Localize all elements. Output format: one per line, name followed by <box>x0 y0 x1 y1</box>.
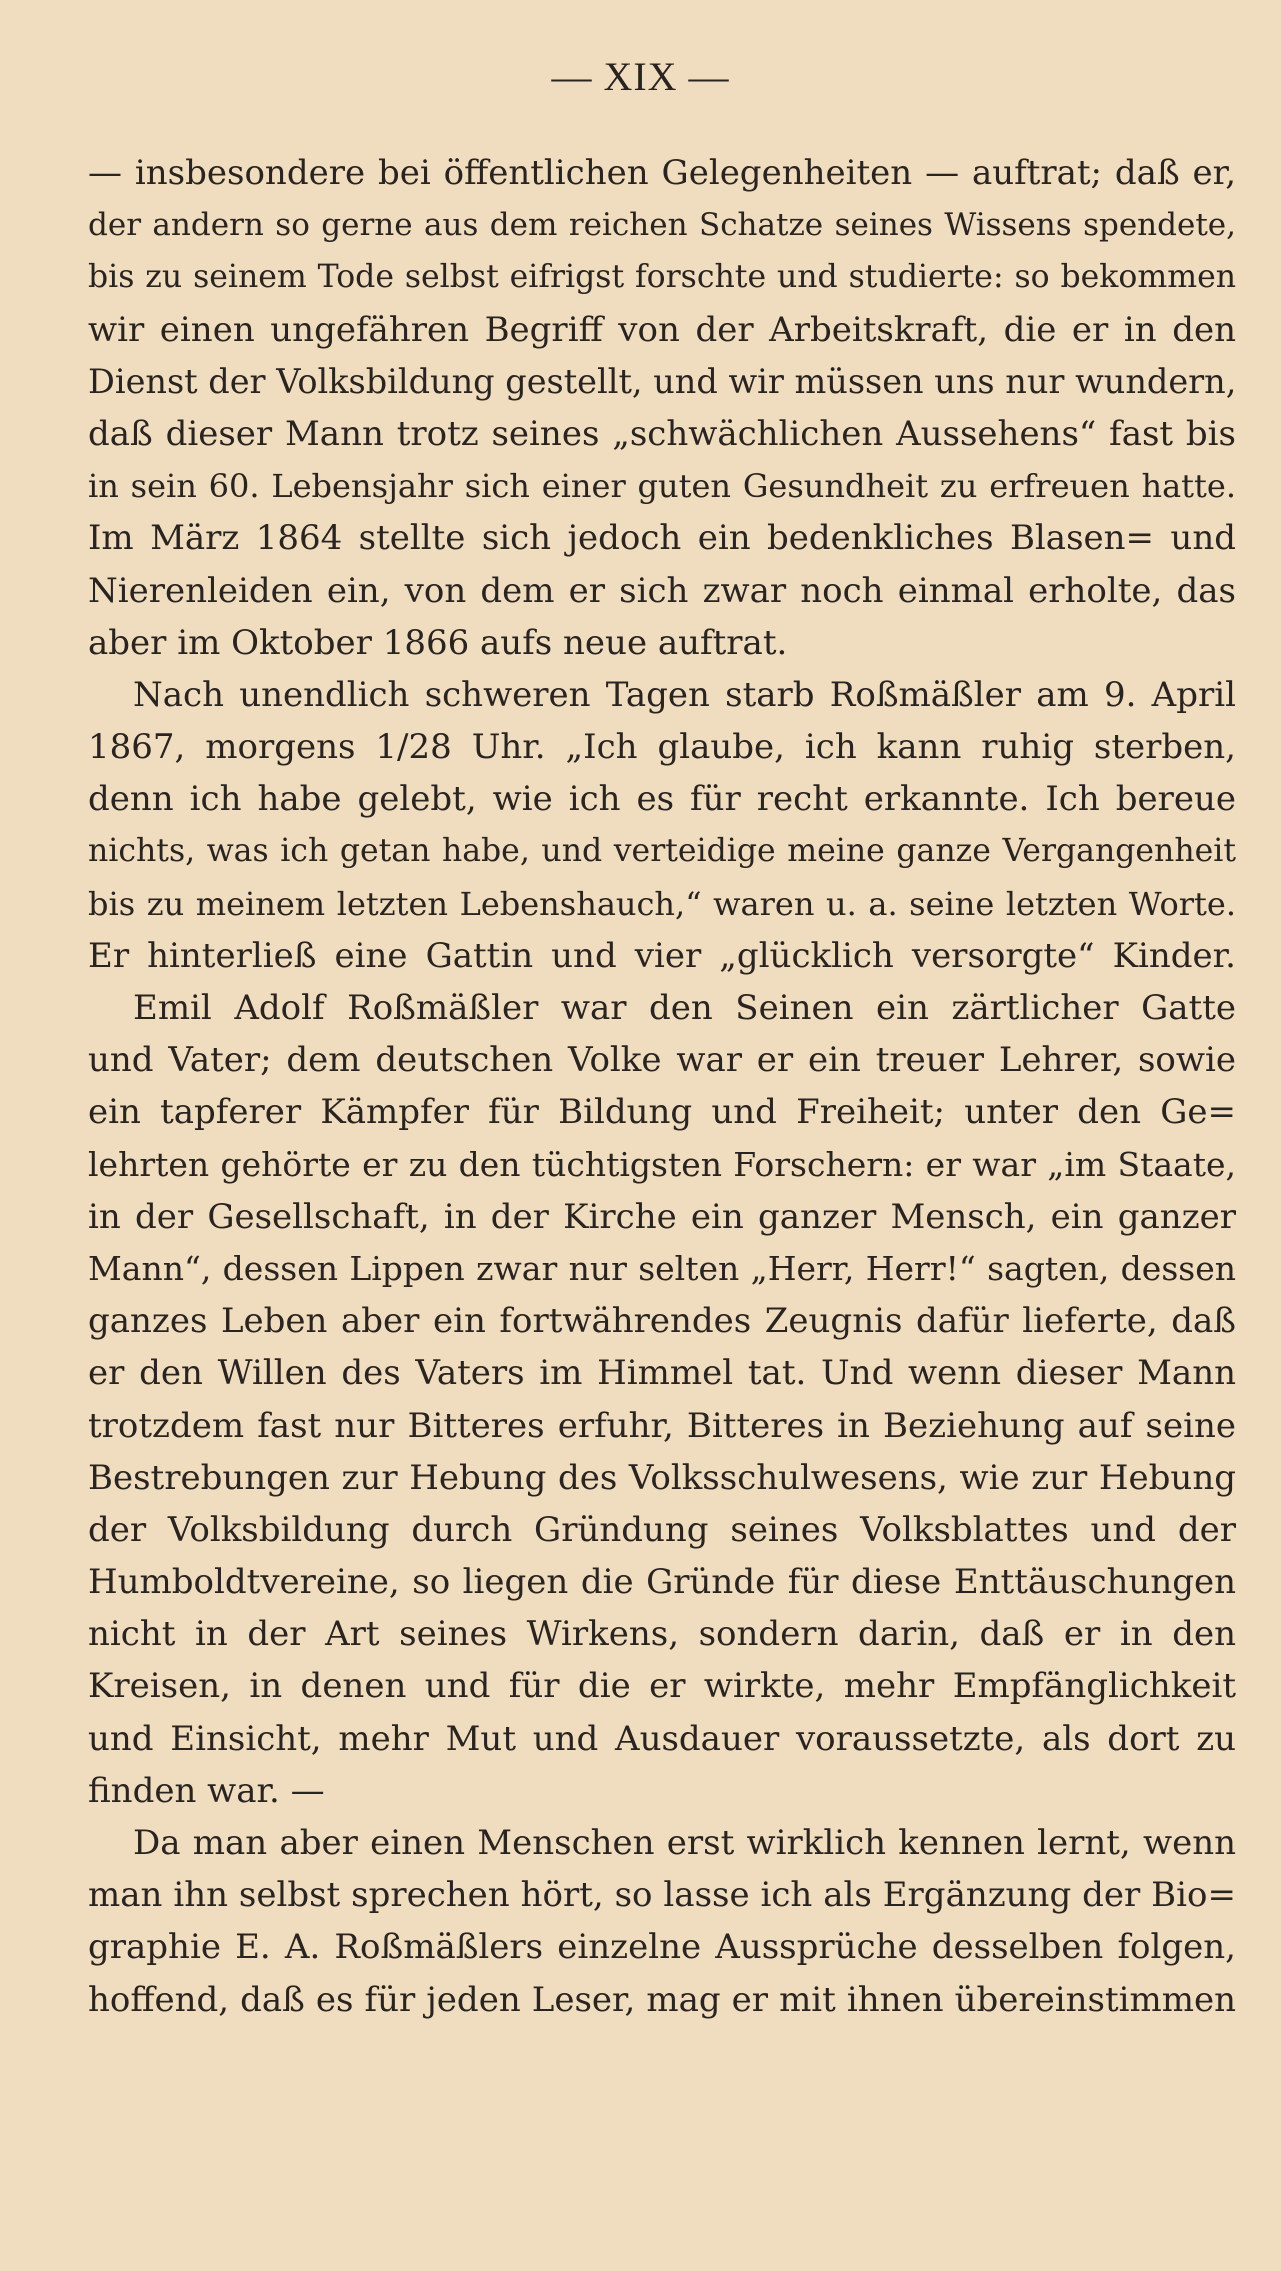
text-line: lehrten gehörte er zu den tüchtigsten Forschern: er war „im Staate, <box>88 1144 1236 1184</box>
text-line: und Vater; dem deutschen Volke war er ein treuer Lehrer, sowie <box>88 1040 1236 1081</box>
text-line: Nach unendlich schweren Tagen starb Roßmäßler am 9. April <box>133 674 1236 715</box>
text-line: ganzes Leben aber ein fortwährendes Zeugnis dafür lieferte, daß <box>88 1301 1236 1342</box>
text-line: daß dieser Mann trotz seines „schwächlichen Aussehens“ fast bis <box>88 413 1236 454</box>
text-line: nicht in der Art seines Wirkens, sondern darin, daß er in den <box>88 1614 1236 1655</box>
text-line: Dienst der Volksbildung gestellt, und wir müssen uns nur wundern, <box>88 361 1236 401</box>
text-line: der Volksbildung durch Gründung seines Volksblattes und der <box>88 1509 1236 1550</box>
text-line: Er hinterließ eine Gattin und vier „glücklich versorgte“ Kinder. <box>88 935 1236 976</box>
text-line: ein tapferer Kämpfer für Bildung und Freiheit; unter den Ge= <box>88 1092 1236 1133</box>
text-line: bis zu seinem Tode selbst eifrigst forschte und studierte: so bekommen <box>88 259 1236 296</box>
text-line: und Einsicht, mehr Mut und Ausdauer voraussetzte, als dort zu <box>88 1718 1236 1759</box>
text-line: Humboldtvereine, so liegen die Gründe für diese Enttäuschungen <box>88 1562 1236 1603</box>
text-line: Im März 1864 stellte sich jedoch ein bedenkliches Blasen= und <box>88 518 1236 559</box>
text-line: Emil Adolf Roßmäßler war den Seinen ein zärtlicher Gatte <box>133 988 1236 1028</box>
text-line: bis zu meinem letzten Lebenshauch,“ waren u. a. seine letzten Worte. <box>88 884 1236 923</box>
page-number-header: — XIX — <box>551 54 730 99</box>
text-line: wir einen ungefähren Begriff von der Arbeitskraft, die er in den <box>88 309 1236 350</box>
text-line: hoffend, daß es für jeden Leser, mag er mit ihnen übereinstimmen <box>88 1979 1236 2020</box>
text-line: in sein 60. Lebensjahr sich einer guten Gesundheit zu erfreuen hatte. <box>88 467 1236 506</box>
text-line: Mann“, dessen Lippen zwar nur selten „Herr, Herr!“ sagten, dessen <box>88 1248 1236 1288</box>
text-line: denn ich habe gelebt, wie ich es für recht erkannte. Ich bereue <box>88 779 1236 820</box>
text-line: in der Gesellschaft, in der Kirche ein ganzer Mensch, ein ganzer <box>88 1196 1236 1237</box>
text-line: finden war. — <box>88 1770 325 1811</box>
text-line: er den Willen des Vaters im Himmel tat. Und wenn dieser Mann <box>88 1353 1236 1394</box>
text-line: Bestrebungen zur Hebung des Volksschulwesens, wie zur Hebung <box>88 1457 1236 1498</box>
text-line: 1867, morgens 1/28 Uhr. „Ich glaube, ich kann ruhig sterben, <box>88 727 1236 768</box>
text-line: der andern so gerne aus dem reichen Schatze seines Wissens spendete, <box>88 207 1236 244</box>
text-line: aber im Oktober 1866 aufs neue auftrat. <box>88 622 788 663</box>
text-line: graphie E. A. Roßmäßlers einzelne Aussprüche desselben folgen, <box>88 1927 1236 1968</box>
body-text <box>88 147 1236 2026</box>
text-line: Da man aber einen Menschen erst wirklich kennen lernt, wenn <box>133 1823 1236 1863</box>
text-line: nichts, was ich getan habe, und verteidige meine ganze Vergangenheit <box>88 833 1236 870</box>
text-line: trotzdem fast nur Bitteres erfuhr, Bitteres in Beziehung auf seine <box>88 1405 1236 1446</box>
text-line: — insbesondere bei öffentlichen Gelegenheiten — auftrat; daß er, <box>88 153 1236 193</box>
text-line: man ihn selbst sprechen hört, so lasse ich als Ergänzung der Bio= <box>88 1875 1236 1916</box>
text-line: Nierenleiden ein, von dem er sich zwar noch einmal erholte, das <box>88 570 1236 611</box>
text-line: Kreisen, in denen und für die er wirkte, mehr Empfänglichkeit <box>88 1666 1236 1707</box>
